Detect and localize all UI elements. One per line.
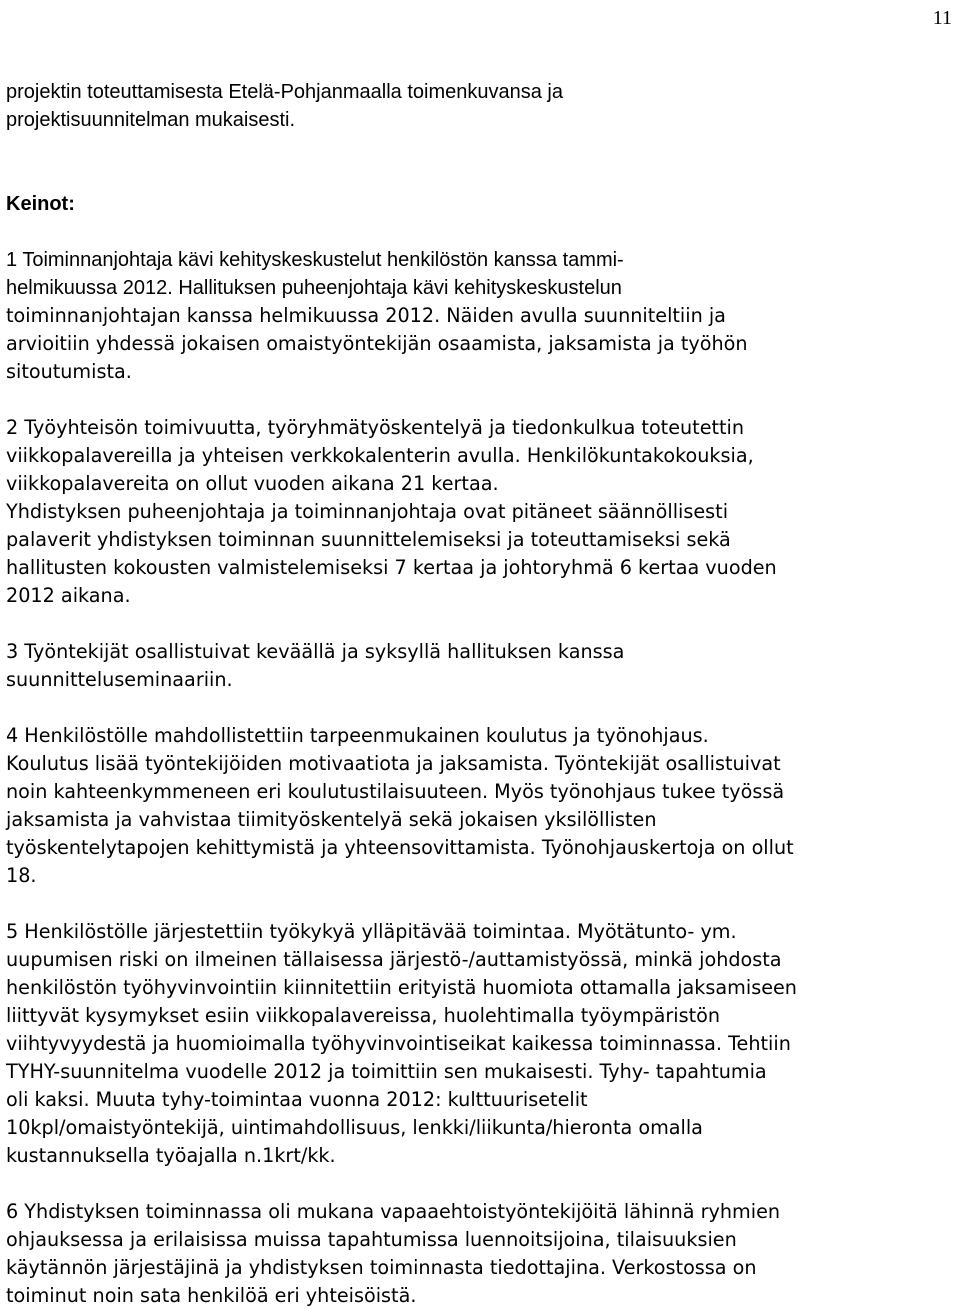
document-body [6,78,958,1310]
text-line: jaksamista ja vahvistaa tiimityöskentelyä sekä jokaisen yksilöllisten [6,808,657,831]
text-line: työskentelytapojen kehittymistä ja yhteensovittamista. Työnohjauskertoja on ollut [6,836,794,859]
list-item-4 [6,722,958,890]
text-line: projektisuunnitelman mukaisesti. [6,109,296,131]
text-line: Yhdistyksen puheenjohtaja ja toiminnanjohtaja ovat pitäneet säännöllisesti [6,500,729,523]
text-line: sitoutumista. [6,360,132,383]
text-line: noin kahteenkymmeneen eri koulutustilaisuuteen. Myös työnohjaus tukee työssä [6,780,785,803]
text-line: palaverit yhdistyksen toiminnan suunnittelemiseksi ja toteuttamiseksi sekä [6,528,731,551]
text-line: toiminut noin sata henkilöä eri yhteisöistä. [6,1284,417,1307]
text-line: oli kaksi. Muuta tyhy-toimintaa vuonna 2012: kulttuurisetelit [6,1088,588,1111]
text-line: käytännön järjestäjinä ja yhdistyksen toiminnasta tiedottajina. Verkostossa on [6,1256,757,1279]
text-line: henkilöstön työhyvinvointiin kiinnitettiin erityistä huomiota ottamalla jaksamiseen [6,976,797,999]
text-line: hallitusten kokousten valmistelemiseksi 7 kertaa ja johtoryhmä 6 kertaa vuoden [6,556,777,579]
text-line: suunnitteluseminaariin. [6,668,233,691]
text-line: viihtyvyydestä ja huomioimalla työhyvinvointiseikat kaikessa toiminnassa. Tehtiin [6,1032,791,1055]
list-item-5 [6,918,958,1170]
text-line: 10kpl/omaistyöntekijä, uintimahdollisuus, lenkki/liikunta/hieronta omalla [6,1116,703,1139]
text-line: 18. [6,864,37,887]
list-item-3 [6,638,958,694]
text-line: 3 Työntekijät osallistuivat keväällä ja syksyllä hallituksen kanssa [6,640,625,663]
text-line: helmikuussa 2012. Hallituksen puheenjohtaja kävi kehityskeskustelun [6,277,622,299]
text-line: 4 Henkilöstölle mahdollistettiin tarpeenmukainen koulutus ja työnohjaus. [6,724,709,747]
text-line: toiminnanjohtajan kanssa helmikuussa 2012. Näiden avulla suunniteltiin ja [6,304,726,327]
text-line: arvioitiin yhdessä jokaisen omaistyöntekijän osaamista, jaksamista ja työhön [6,332,748,355]
text-line: TYHY-suunnitelma vuodelle 2012 ja toimittiin sen mukaisesti. Tyhy- tapahtumia [6,1060,767,1083]
text-line: liittyvät kysymykset esiin viikkopalavereissa, huolehtimalla työympäristön [6,1004,721,1027]
text-line: 6 Yhdistyksen toiminnassa oli mukana vapaaehtoistyöntekijöitä lähinnä ryhmien [6,1200,781,1223]
section-heading: Keinot: [6,193,75,215]
list-item-1 [6,246,958,386]
text-line: viikkopalavereilla ja yhteisen verkkokalenterin avulla. Henkilökuntakokouksia, [6,444,754,467]
text-line: ohjauksessa ja erilaisissa muissa tapahtumissa luennoitsijoina, tilaisuuksien [6,1228,737,1251]
text-line: uupumisen riski on ilmeinen tällaisessa järjestö-/auttamistyössä, minkä johdosta [6,948,782,971]
text-line: viikkopalavereita on ollut vuoden aikana 21 kertaa. [6,472,499,495]
list-item-2 [6,414,958,610]
text-line: kustannuksella työajalla n.1krt/kk. [6,1144,336,1167]
text-line: 1 Toiminnanjohtaja kävi kehityskeskustelut henkilöstön kanssa tammi- [6,249,624,271]
list-item-6 [6,1198,958,1310]
page-number: 11 [932,7,952,29]
intro-paragraph [6,78,958,134]
text-line: 2012 aikana. [6,584,131,607]
text-line: 2 Työyhteisön toimivuutta, työryhmätyöskentelyä ja tiedonkulkua toteutettin [6,416,745,439]
text-line: projektin toteuttamisesta Etelä-Pohjanmaalla toimenkuvansa ja [6,81,563,103]
text-line: Koulutus lisää työntekijöiden motivaatiota ja jaksamista. Työntekijät osallistuivat [6,752,781,775]
text-line: 5 Henkilöstölle järjestettiin työkykyä ylläpitävää toimintaa. Myötätunto- ym. [6,920,737,943]
